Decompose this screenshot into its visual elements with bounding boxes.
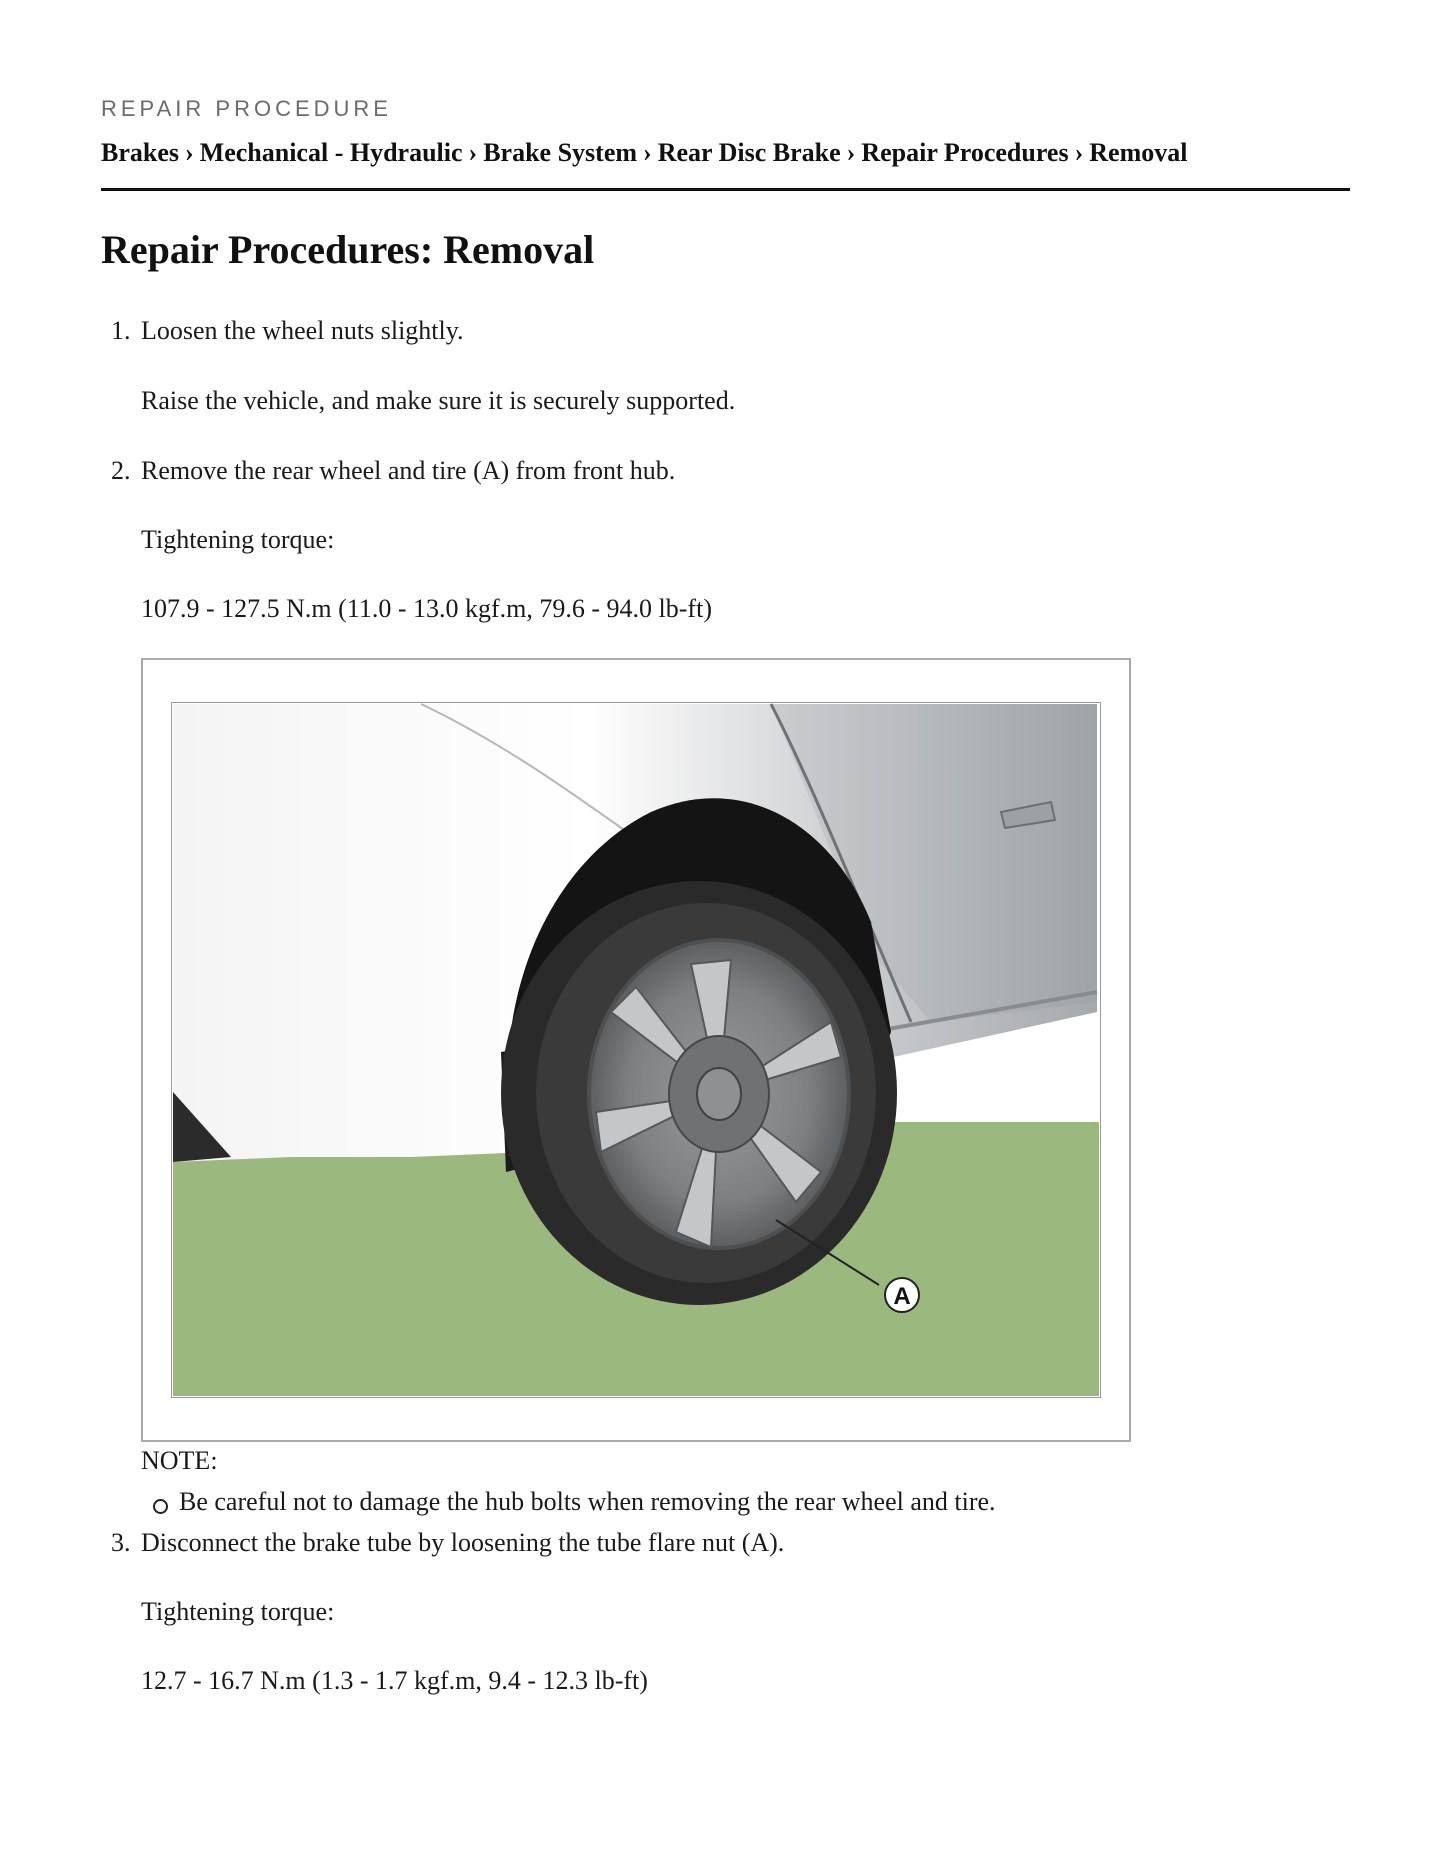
breadcrumb-separator: › — [846, 138, 856, 167]
breadcrumb-item-mechanical-hydraulic[interactable]: Mechanical - Hydraulic — [199, 138, 463, 167]
breadcrumb-item-removal[interactable]: Removal — [1089, 138, 1188, 167]
note-item: Be careful not to damage the hub bolts when removing the rear wheel and tire. — [179, 1487, 996, 1516]
callout-label: A — [893, 1283, 911, 1310]
breadcrumb-separator: › — [643, 138, 652, 167]
breadcrumb-separator: › — [1074, 138, 1084, 167]
breadcrumb-separator: › — [468, 138, 478, 167]
step-1-subtext: Raise the vehicle, and make sure it is securely supported. — [141, 386, 736, 415]
breadcrumb-item-brakes[interactable]: Brakes — [101, 138, 179, 167]
step-2-torque-value: 107.9 - 127.5 N.m (11.0 - 13.0 kgf.m, 79.6 - 94.0 lb-ft) — [141, 594, 712, 623]
breadcrumb-item-rear-disc-brake[interactable]: Rear Disc Brake — [657, 138, 841, 167]
bullet-icon — [153, 1499, 168, 1514]
step-2-text: Remove the rear wheel and tire (A) from front hub. — [141, 456, 676, 485]
breadcrumb — [101, 138, 1187, 168]
step-2-number: 2. — [111, 456, 131, 485]
section-kicker: REPAIR PROCEDURE — [101, 96, 392, 121]
step-3-torque-value: 12.7 - 16.7 N.m (1.3 - 1.7 kgf.m, 9.4 - 12.3 lb-ft) — [141, 1666, 648, 1695]
breadcrumb-item-brake-system[interactable]: Brake System — [483, 138, 638, 167]
page-title: Repair Procedures: Removal — [101, 227, 595, 272]
step-1-text: Loosen the wheel nuts slightly. — [141, 316, 464, 345]
breadcrumb-item-repair-procedures[interactable]: Repair Procedures — [861, 138, 1069, 167]
step-1-number: 1. — [111, 316, 131, 345]
step-3-text: Disconnect the brake tube by loosening the tube flare nut (A). — [141, 1528, 785, 1557]
rear-wheel-illustration — [171, 702, 1101, 1398]
header-divider — [101, 188, 1350, 191]
step-2-torque-label: Tightening torque: — [141, 525, 335, 554]
step-3-torque-label: Tightening torque: — [141, 1597, 335, 1626]
wheel-removal-figure — [141, 658, 1131, 1442]
wheel-hub-cap — [697, 1068, 741, 1120]
note-label: NOTE: — [141, 1446, 218, 1475]
step-3-number: 3. — [111, 1528, 131, 1557]
breadcrumb-separator: › — [185, 138, 194, 167]
